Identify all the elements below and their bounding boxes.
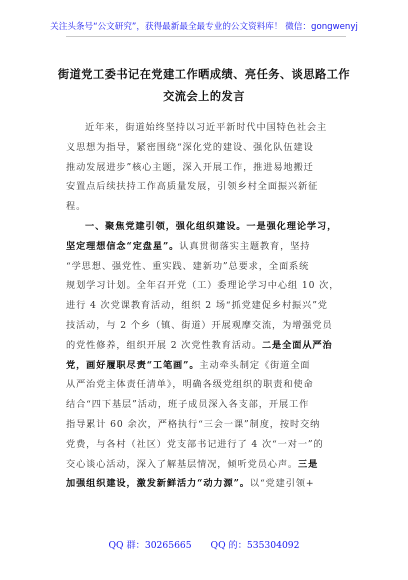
- body-line: [66, 158, 356, 178]
- body-line: [66, 474, 356, 494]
- body-line: [66, 257, 356, 277]
- footer-qq-number: QQ 的：535304092: [210, 540, 300, 551]
- body-line: [66, 276, 356, 296]
- body-segment: 义思想为指导，紧密围绕“深化党的建设、强化队伍建设: [66, 141, 314, 153]
- body-line: [66, 138, 356, 158]
- body-line: [66, 395, 356, 415]
- header-divider: [66, 36, 346, 37]
- body-bold-segment: 坚定理想信念“定盘星”。: [66, 240, 180, 252]
- body-line: [66, 296, 356, 316]
- body-segment: 交心谈心活动，深入了解基层情况，倾听党员心声。: [66, 458, 299, 470]
- body-segment: 认真贯彻落实主题教育，坚持: [179, 240, 311, 252]
- body-segment: 结合“四下基层”活动，班子成员深入各支部，开展工作: [66, 399, 310, 411]
- body-line: [66, 455, 356, 475]
- body-line: [66, 177, 356, 197]
- body-line: [66, 415, 356, 435]
- body-line: [66, 197, 356, 217]
- body-segment: 从严治党主体责任清单》，明确各级党组织的职责和使命: [66, 379, 314, 391]
- footer-contacts: [0, 537, 408, 553]
- body-bold-segment: 二是全面从严治: [261, 339, 333, 351]
- footer-qq-group: QQ 群：30265665: [108, 540, 192, 551]
- body-bold-segment: 加强组织建设，激发新鲜活力“动力源”。: [66, 478, 250, 490]
- body-segment: 安置点后续扶持工作高质量发展，引领乡村全面振兴新征: [66, 181, 319, 193]
- body-segment: 指导累计 60 余次，严格执行“三会一课”制度，按时交纳: [66, 418, 321, 430]
- body-segment: 党费，与各村（社区）党支部书记进行了 4 次“一对一”的: [66, 438, 324, 450]
- body-line: [66, 237, 356, 257]
- body-bold-segment: 党，画好履职尽责“工笔画”。: [66, 359, 200, 371]
- body-bold-segment: 一、聚焦党建引领，强化组织建设。一是强化理论学习，: [85, 220, 338, 232]
- header-banner: 关注头条号“公文研究”，获得最新最全最专业的公文资料库！ 微信：gongwenyj: [50, 22, 358, 32]
- doc-title-line-2: 交流会上的发言: [163, 89, 245, 103]
- body-segment: 推动发展进步”核心主题，深入开展工作，推进易地搬迁: [66, 161, 314, 173]
- body-segment: 进行 4 次党课教育活动，组织 2 场“抓党建促乡村振兴”党: [66, 300, 328, 312]
- body-segment: 规划学习计划。全年召开党（工）委理论学习中心组 10 次，: [66, 280, 340, 292]
- body-line: [66, 316, 356, 336]
- body-line: [66, 118, 356, 138]
- doc-body: [66, 118, 356, 494]
- body-line: [66, 356, 356, 376]
- body-segment: 技活动，与 2 个乡（镇、街道）开展观摩交流，为增强党员: [66, 319, 333, 331]
- body-segment: 的党性修养，组织开展 2 次党性教育活动。: [66, 339, 262, 351]
- body-line: [66, 336, 356, 356]
- body-segment: 程。: [66, 201, 87, 213]
- body-segment: 以“党建引领+: [249, 478, 315, 490]
- body-line: [66, 375, 356, 395]
- body-line: [66, 217, 356, 237]
- body-line: [66, 435, 356, 455]
- doc-title-line-1: 街道党工委书记在党建工作晒成绩、亮任务、谈思路工作: [57, 67, 351, 81]
- body-segment: “学思想、强党性、重实践、建新功”总要求，全面系统: [66, 260, 310, 272]
- body-segment: 主动牵头制定《街道全面: [199, 359, 311, 371]
- body-segment: 近年来，街道始终坚持以习近平新时代中国特色社会主: [85, 122, 328, 133]
- body-bold-segment: 三是: [298, 458, 319, 470]
